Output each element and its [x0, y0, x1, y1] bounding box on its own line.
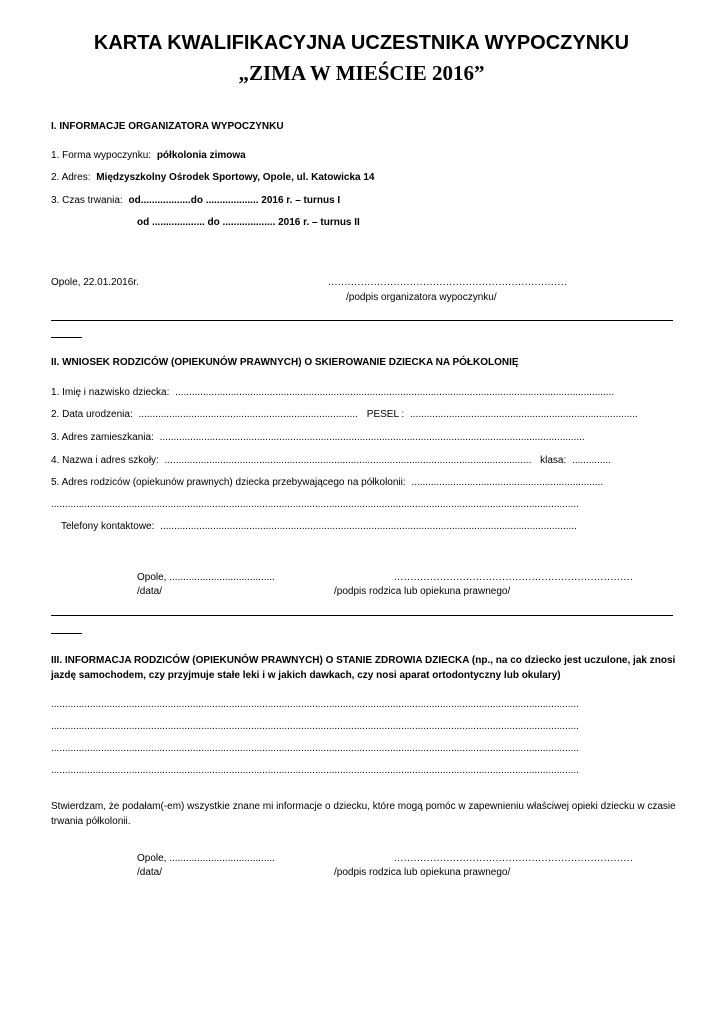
section-divider [51, 615, 673, 616]
duration-label: 3. Czas trwania: [51, 195, 123, 206]
parent-signature-line[interactable]: ......................................................................... [394, 572, 634, 583]
school-label: 4. Nazwa i adres szkoły: [51, 455, 159, 466]
form-label: 1. Forma wypoczynku: [51, 150, 152, 161]
parents-row [51, 477, 603, 489]
section-divider [51, 320, 673, 321]
document-title: KARTA KWALIFIKACYJNA UCZESTNIKA WYPOCZYNKU [93, 32, 630, 54]
address-label: 2. Adres: [51, 172, 91, 183]
form-row [51, 150, 246, 162]
phones-field[interactable]: ...................................................................................................................................................... [160, 521, 577, 532]
date-caption: /data/ [137, 586, 163, 597]
organizer-signature-caption: /podpis organizatora wypoczynku/ [346, 292, 497, 303]
phones-label: Telefony kontaktowe: [61, 521, 155, 532]
birth-label: 2. Data urodzenia: [51, 409, 133, 420]
residence-row [51, 432, 585, 444]
school-row [51, 455, 611, 467]
parent-signature-caption: /podpis rodzica lub opiekuna prawnego/ [334, 586, 511, 597]
date-caption: /data/ [137, 867, 163, 878]
parent-signature-caption: /podpis rodzica lub opiekuna prawnego/ [334, 867, 511, 878]
organizer-place-date: Opole, 22.01.2016r. [51, 277, 139, 288]
child-name-field[interactable]: .............................................................................................................................................................. [175, 387, 615, 398]
parent-place-date[interactable]: Opole, ...................................... [137, 853, 275, 864]
child-name-label: 1. Imię i nazwisko dziecka: [51, 387, 170, 398]
document-subtitle: „ZIMA W MIEŚCIE 2016” [238, 61, 485, 85]
section2-heading: II. WNIOSEK RODZICÓW (OPIEKUNÓW PRAWNYCH) O SKIEROWANIE DZIECKA NA PÓŁKOLONIĘ [51, 357, 519, 368]
section3-heading: III. INFORMACJA RODZICÓW (OPIEKUNÓW PRAWNYCH) O STANIE ZDROWIA DZIECKA (np., na co dziecko jest uczulone, jak znosi jazdę samochodem, czy przyjmuje stałe leki i w jakich dawkach, czy nosi aparat ortodontyczny lub okulary) [51, 655, 676, 681]
duration-turnus-2: od ................... do ................... 2016 r. – turnus II [137, 217, 360, 228]
parent-place-date[interactable]: Opole, ...................................... [137, 572, 275, 583]
form-value: półkolonia zimowa [156, 150, 246, 161]
residence-field[interactable]: ......................................................................................................................................................... [159, 432, 585, 443]
health-info-line-1[interactable]: .............................................................................................................................................................................................. [51, 699, 579, 710]
class-label: klasa: [540, 455, 567, 466]
pesel-label: PESEL : [366, 409, 405, 420]
class-field[interactable]: .............. [572, 455, 611, 466]
duration-row [51, 195, 340, 207]
birth-date-field[interactable]: ............................................................................... [138, 409, 358, 420]
parents-field-continued[interactable]: .............................................................................................................................................................................................. [51, 499, 579, 510]
parent-signature-line[interactable]: ......................................................................... [394, 853, 634, 864]
health-info-line-2[interactable]: .............................................................................................................................................................................................. [51, 721, 579, 732]
parents-label: 5. Adres rodziców (opiekunów prawnych) dziecka przebywającego na półkolonii: [51, 477, 406, 488]
phones-row [61, 521, 577, 533]
residence-label: 3. Adres zamieszkania: [51, 432, 154, 443]
section-divider-tail [51, 633, 82, 634]
section1-heading: I. INFORMACJE ORGANIZATORA WYPOCZYNKU [51, 121, 284, 132]
parents-field[interactable]: ..................................................................... [411, 477, 604, 488]
school-field[interactable]: .................................................................................................................................... [164, 455, 532, 466]
child-name-row [51, 387, 614, 399]
organizer-signature-line: ......................................................................... [328, 277, 568, 288]
address-row [51, 172, 374, 184]
health-info-line-4[interactable]: .............................................................................................................................................................................................. [51, 765, 579, 776]
duration-turnus-1: od..................do ................... 2016 r. – turnus I [128, 195, 341, 206]
address-value: Międzyszkolny Ośrodek Sportowy, Opole, ul. Katowicka 14 [96, 172, 375, 183]
birth-row [51, 409, 638, 421]
section-divider-tail [51, 337, 82, 338]
health-info-line-3[interactable]: .............................................................................................................................................................................................. [51, 743, 579, 754]
pesel-field[interactable]: .................................................................................. [410, 409, 638, 420]
parent-statement: Stwierdzam, że podałam(-em) wszystkie znane mi informacje o dziecku, które mogą pomóc w zapewnieniu właściwej opieki dziecku w czasie trwania półkolonii. [51, 801, 676, 827]
